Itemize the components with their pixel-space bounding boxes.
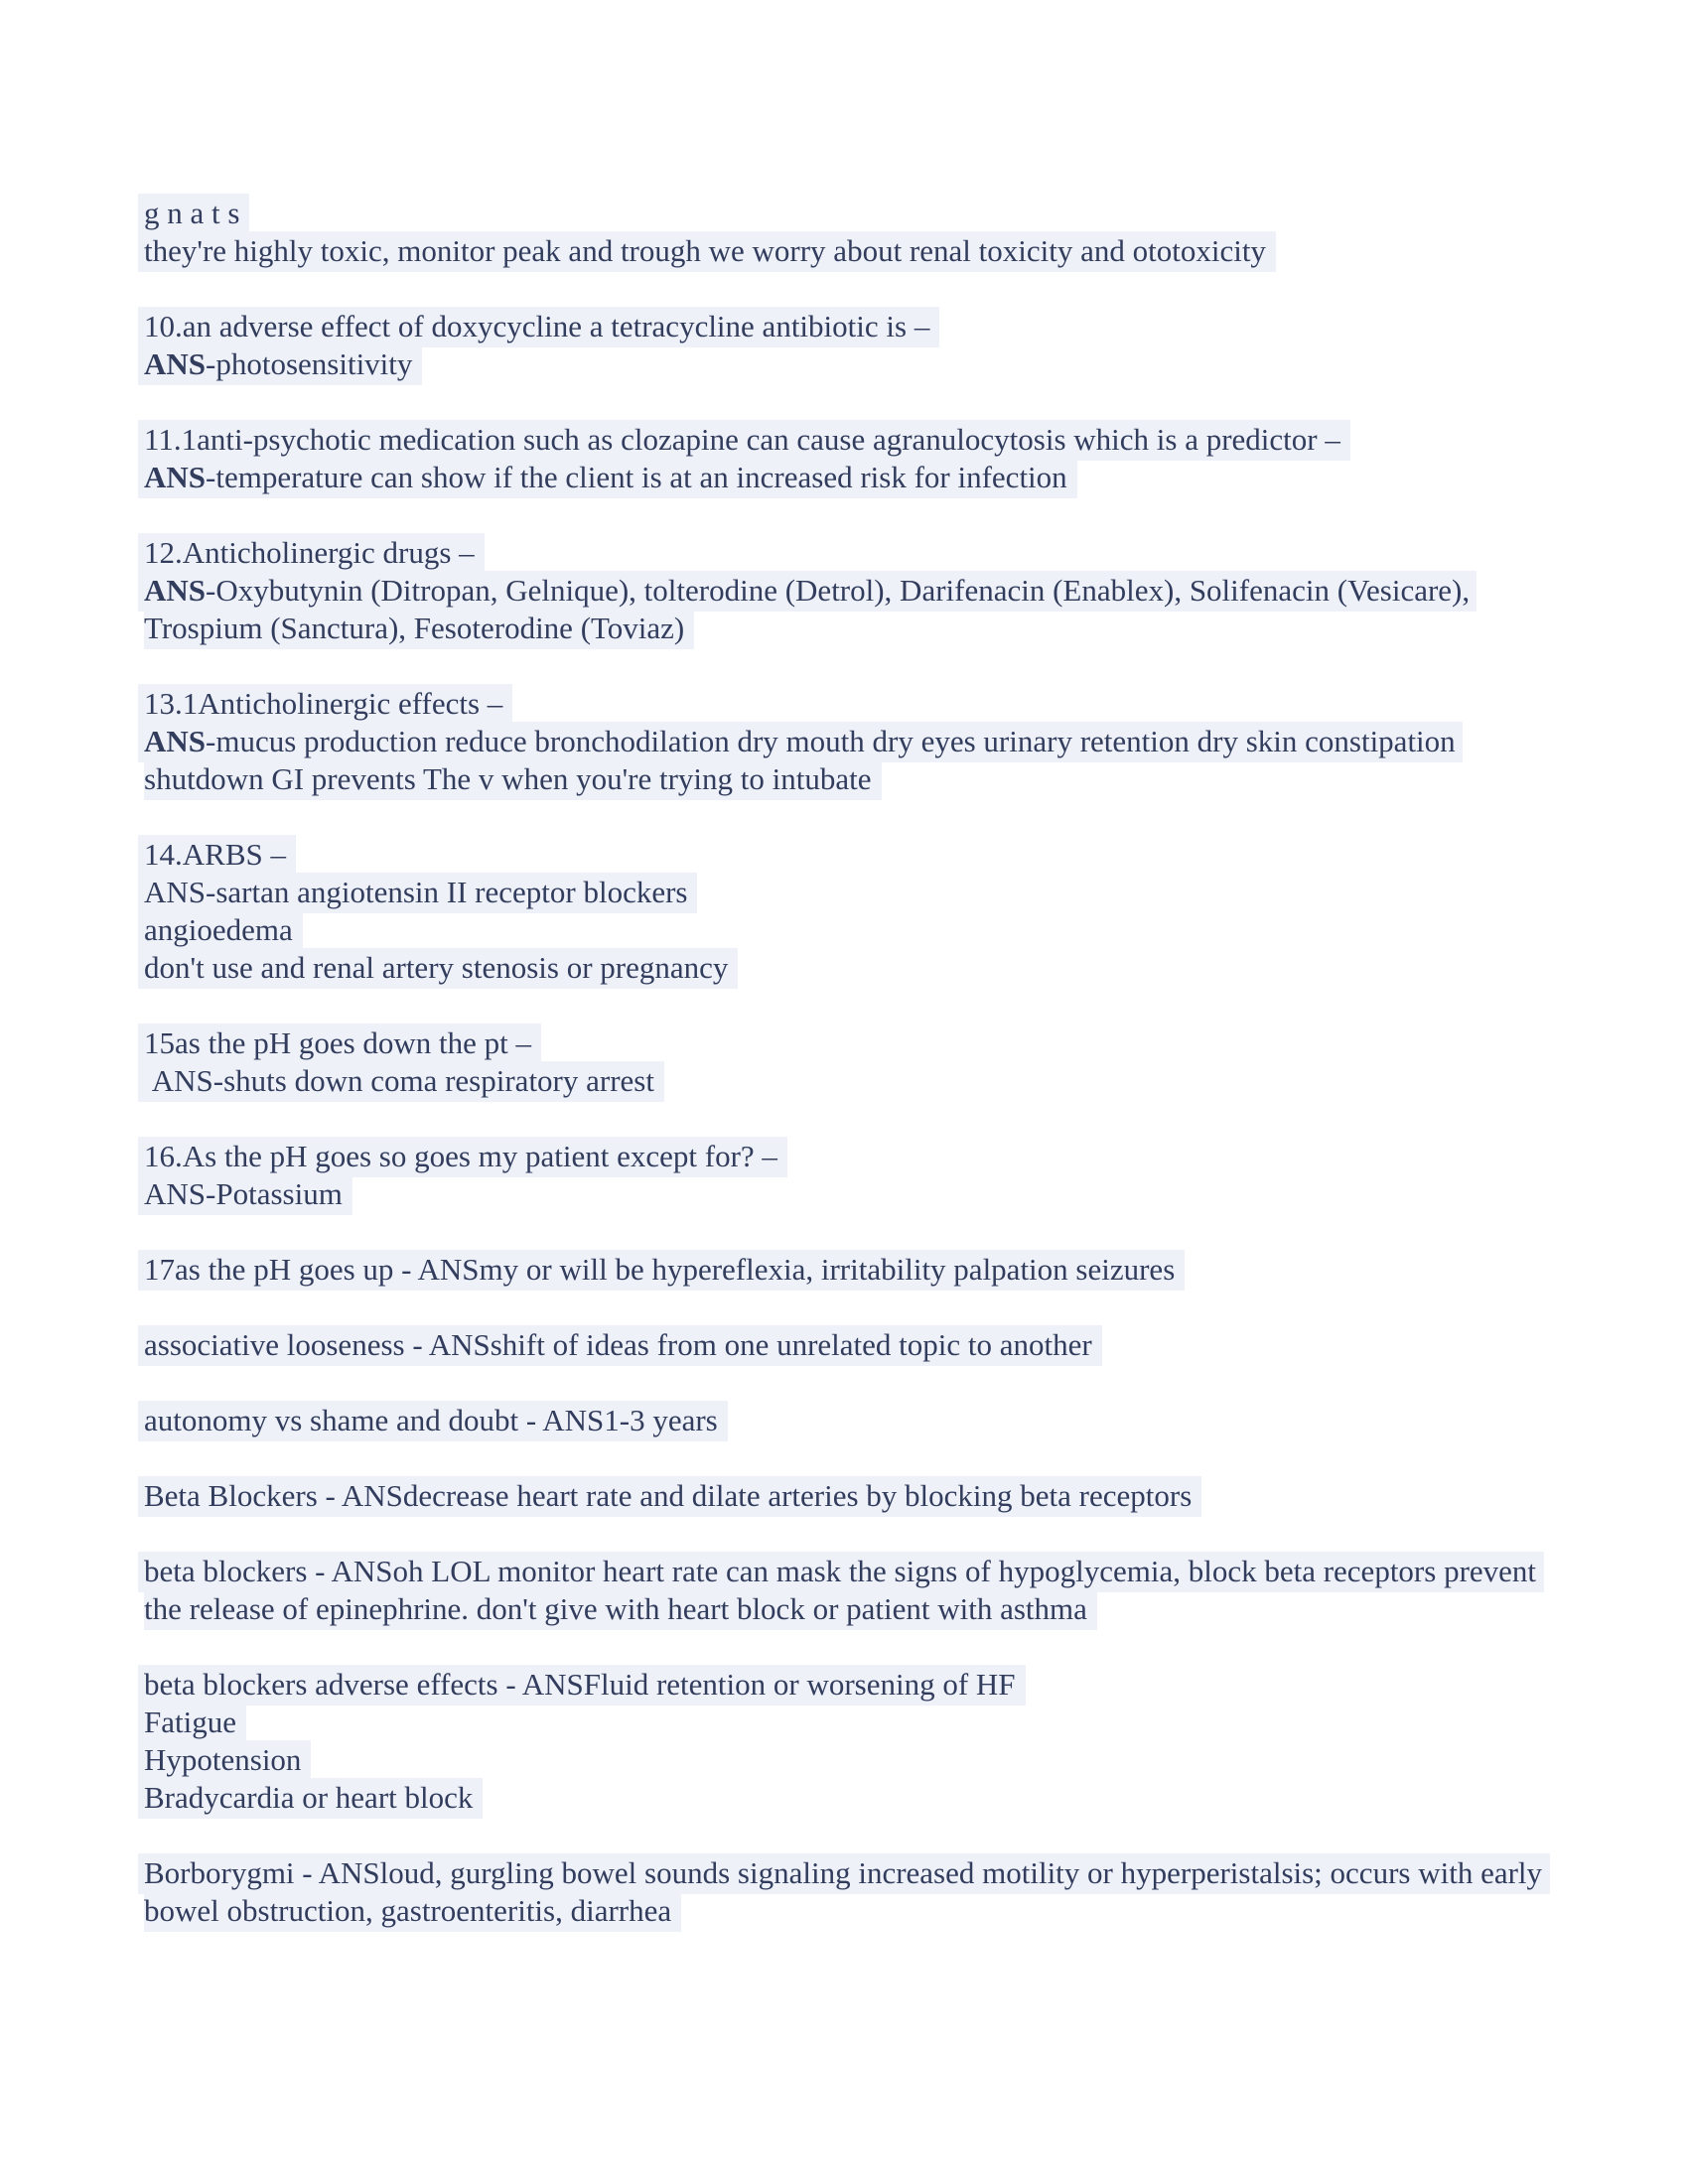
text-segment: 11.1anti-psychotic medication such as clozapine can cause agranulocytosis which is a predictor – [144,422,1340,457]
text-segment: -temperature can show if the client is at an increased risk for infection [206,460,1067,494]
text-line [144,685,1544,723]
highlighted-text [138,307,939,347]
highlighted-text [138,1703,246,1743]
highlighted-text [138,571,1477,649]
highlighted-text [138,1250,1185,1291]
text-segment: ANS [144,724,207,758]
text-line [144,1553,1544,1628]
text-line [144,723,1544,798]
paragraph [144,1553,1544,1628]
text-segment: associative looseness - ANSshift of ideas from one unrelated topic to another [144,1327,1092,1362]
highlighted-text [138,1740,311,1781]
highlighted-text [138,1665,1026,1706]
text-line [144,1741,1544,1779]
text-segment: ANS-Potassium [144,1176,343,1211]
text-segment: Hypotension [144,1742,302,1777]
text-segment: Beta Blockers - ANSdecrease heart rate and dilate arteries by blocking beta receptors [144,1478,1193,1513]
text-line [144,421,1544,459]
text-line [144,949,1544,987]
highlighted-text [138,458,1077,498]
paragraph [144,308,1544,383]
highlighted-text [138,1853,1550,1932]
highlighted-text [138,1024,541,1064]
text-line [144,1704,1544,1741]
highlighted-text [138,344,422,385]
highlighted-text [138,1174,352,1215]
text-segment: -Oxybutynin (Ditropan, Gelnique), tolterodine (Detrol), Darifenacin (Enablex), Solifenacin (Vesicare), Trospium (Sanctura), Fesoterodine (Toviaz) [144,573,1477,645]
highlighted-text [138,910,303,951]
text-segment: ANS-sartan angiotensin II receptor blockers [144,875,688,909]
highlighted-text [138,420,1350,461]
highlighted-text [138,194,249,234]
text-line [144,1779,1544,1817]
highlighted-text [138,1552,1544,1630]
text-line [144,1175,1544,1213]
highlighted-text [138,231,1276,272]
paragraph [144,1138,1544,1213]
text-segment: beta blockers - ANSoh LOL monitor heart rate can mask the signs of hypoglycemia, block beta receptors prevent the release of epinephrine. don't give with heart block or patient with asthma [144,1554,1544,1626]
text-segment: ANS [144,346,207,381]
paragraph [144,534,1544,647]
text-segment: g n a t s [144,196,240,230]
highlighted-text [138,1401,728,1441]
text-segment: ANS [144,460,207,494]
paragraph [144,1251,1544,1289]
text-line [144,874,1544,911]
text-line [144,572,1544,647]
text-line [144,1666,1544,1704]
highlighted-text [138,835,296,876]
text-line [144,1477,1544,1515]
highlighted-text [138,1061,664,1102]
highlighted-text [138,1778,483,1819]
highlighted-text [138,1137,787,1177]
text-segment: 16.As the pH goes so goes my patient except for? – [144,1139,777,1173]
paragraph [144,1854,1550,1930]
text-line [144,232,1544,270]
text-segment: -photosensitivity [206,346,413,381]
paragraph [144,1024,1544,1100]
text-segment: don't use and renal artery stenosis or pregnancy [144,950,729,985]
paragraph [144,1477,1544,1515]
text-line [144,1062,1544,1100]
paragraph [144,1402,1544,1439]
paragraph [144,421,1544,496]
text-segment: 10.an adverse effect of doxycycline a tetracycline antibiotic is – [144,309,930,343]
text-segment: autonomy vs shame and doubt - ANS1-3 years [144,1403,718,1437]
text-line [144,1024,1544,1062]
highlighted-text [138,1476,1201,1517]
text-line [144,836,1544,874]
text-line [144,534,1544,572]
paragraph [144,1666,1544,1817]
highlighted-text [138,722,1463,800]
text-segment: 12.Anticholinergic drugs – [144,535,475,570]
text-line [144,345,1544,383]
paragraph [144,685,1544,798]
text-segment: beta blockers adverse effects - ANSFluid retention or worsening of HF [144,1667,1016,1702]
highlighted-text [138,533,485,574]
text-line [144,1138,1544,1175]
text-line [144,195,1544,232]
highlighted-text [138,684,512,725]
text-segment: Fatigue [144,1705,236,1739]
highlighted-text [138,948,738,989]
text-segment: ANS-shuts down coma respiratory arrest [144,1063,654,1098]
paragraph [144,836,1544,987]
text-segment: 15as the pH goes down the pt – [144,1025,532,1060]
text-segment: they're highly toxic, monitor peak and trough we worry about renal toxicity and ototoxicity [144,233,1266,268]
highlighted-text [138,873,697,913]
highlighted-text [138,1325,1102,1366]
text-line [144,1326,1544,1364]
text-line [144,1854,1550,1930]
text-line [144,911,1544,949]
paragraph [144,1326,1544,1364]
text-line [144,308,1544,345]
text-segment: ANS [144,573,207,608]
text-line [144,459,1544,496]
text-line [144,1402,1544,1439]
text-segment: 14.ARBS – [144,837,286,872]
text-segment: -mucus production reduce bronchodilation dry mouth dry eyes urinary retention dry skin constipation shutdown GI prevents The v when you're trying to intubate [144,724,1464,796]
text-segment: angioedema [144,912,293,947]
text-line [144,1251,1544,1289]
text-segment: Borborygmi - ANSloud, gurgling bowel sounds signaling increased motility or hyperperistalsis; occurs with early bowel obstruction, gastroenteritis, diarrhea [144,1855,1550,1928]
text-segment: 13.1Anticholinergic effects – [144,686,503,721]
text-segment: Bradycardia or heart block [144,1780,474,1815]
paragraph [144,195,1544,270]
text-segment: 17as the pH goes up - ANSmy or will be hypereflexia, irritability palpation seizures [144,1252,1176,1287]
